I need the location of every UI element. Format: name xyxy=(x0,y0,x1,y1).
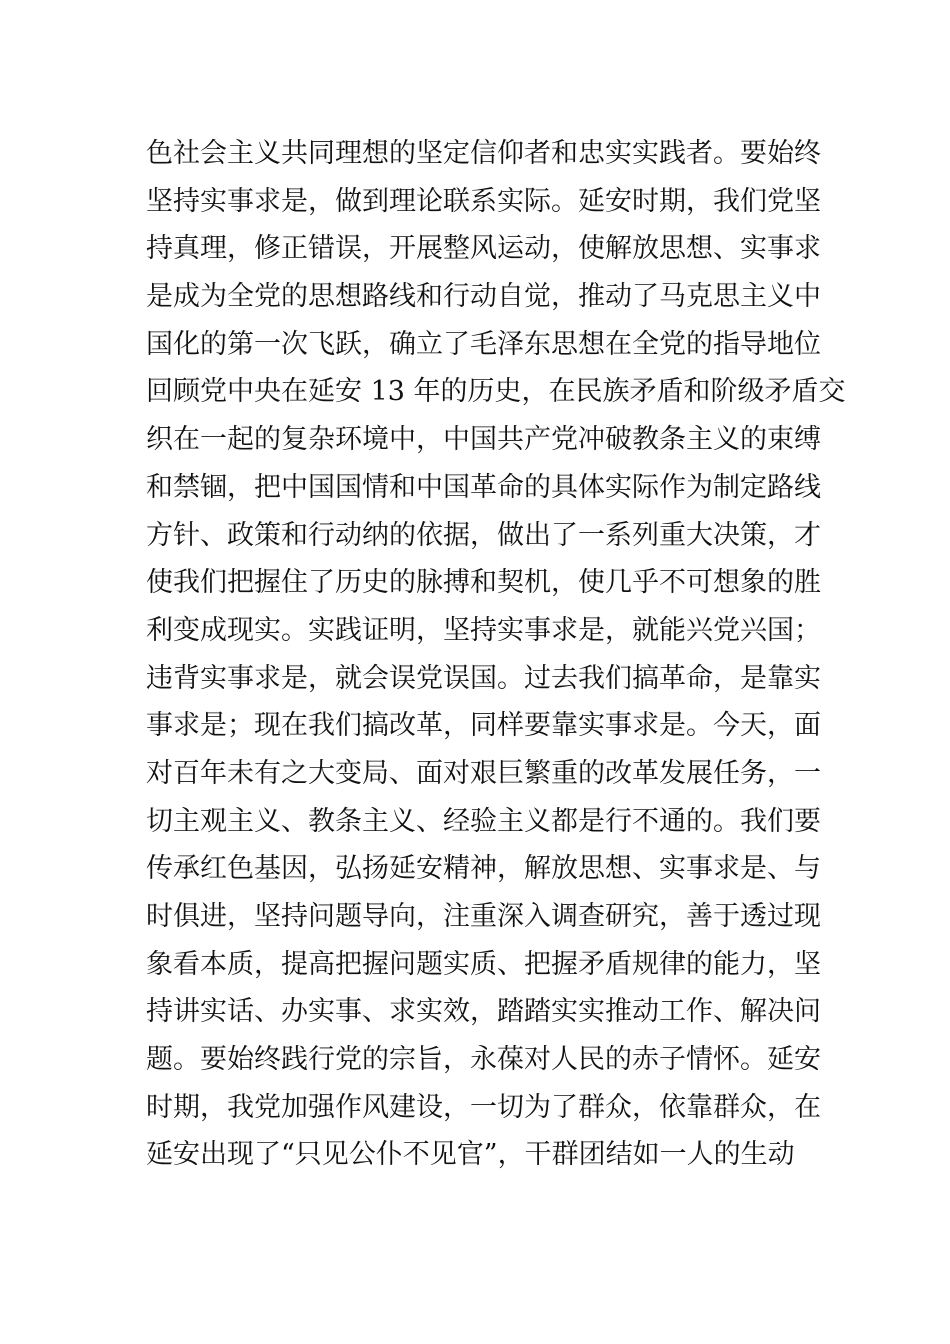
text-line-20: 题。要始终践行党的宗旨，永葆对人民的赤子情怀。延安 xyxy=(146,1044,821,1076)
text-line-4: 是成为全党的思想路线和行动自觉，推动了马克思主义中 xyxy=(146,281,821,313)
text-line-19: 持讲实话、办实事、求实效，踏踏实实推动工作、解决问 xyxy=(146,996,821,1028)
text-line-22: 延安出现了“只见公仆不见官”，干群团结如一人的生动 xyxy=(146,1139,795,1171)
text-line-21: 时期，我党加强作风建设，一切为了群众，依靠群众，在 xyxy=(146,1091,821,1123)
text-line-6: 回顾党中央在延安 13 年的历史，在民族矛盾和阶级矛盾交 xyxy=(146,376,846,408)
text-line-12: 违背实事求是，就会误党误国。过去我们搞革命，是靠实 xyxy=(146,662,821,694)
body-text xyxy=(146,130,846,1179)
text-line-2: 坚持实事求是，做到理论联系实际。延安时期，我们党坚 xyxy=(146,185,821,217)
text-line-14: 对百年未有之大变局、面对艰巨繁重的改革发展任务，一 xyxy=(146,757,821,789)
text-line-16: 传承红色基因，弘扬延安精神，解放思想、实事求是、与 xyxy=(146,853,821,885)
text-line-5: 国化的第一次飞跃，确立了毛泽东思想在全党的指导地位 xyxy=(146,328,821,360)
text-line-9: 方针、政策和行动纳的依据，做出了一系列重大决策，才 xyxy=(146,519,821,551)
text-line-15: 切主观主义、教条主义、经验主义都是行不通的。我们要 xyxy=(146,805,821,837)
text-line-17: 时俱进，坚持问题导向，注重深入调查研究，善于透过现 xyxy=(146,901,821,932)
text-line-1: 色社会主义共同理想的坚定信仰者和忠实实践者。要始终 xyxy=(146,138,821,169)
text-line-11: 利变成现实。实践证明，坚持实事求是，就能兴党兴国； xyxy=(146,614,821,646)
text-line-13: 事求是；现在我们搞改革，同样要靠实事求是。今天，面 xyxy=(146,710,821,742)
text-line-8: 和禁锢，把中国国情和中国革命的具体实际作为制定路线 xyxy=(146,471,821,503)
text-line-10: 使我们把握住了历史的脉搏和契机，使几乎不可想象的胜 xyxy=(146,567,821,599)
text-line-7: 织在一起的复杂环境中，中国共产党冲破教条主义的束缚 xyxy=(146,424,821,456)
text-line-3: 持真理，修正错误，开展整风运动，使解放思想、实事求 xyxy=(146,233,821,265)
text-line-18: 象看本质，提高把握问题实质、把握矛盾规律的能力，坚 xyxy=(146,948,821,980)
